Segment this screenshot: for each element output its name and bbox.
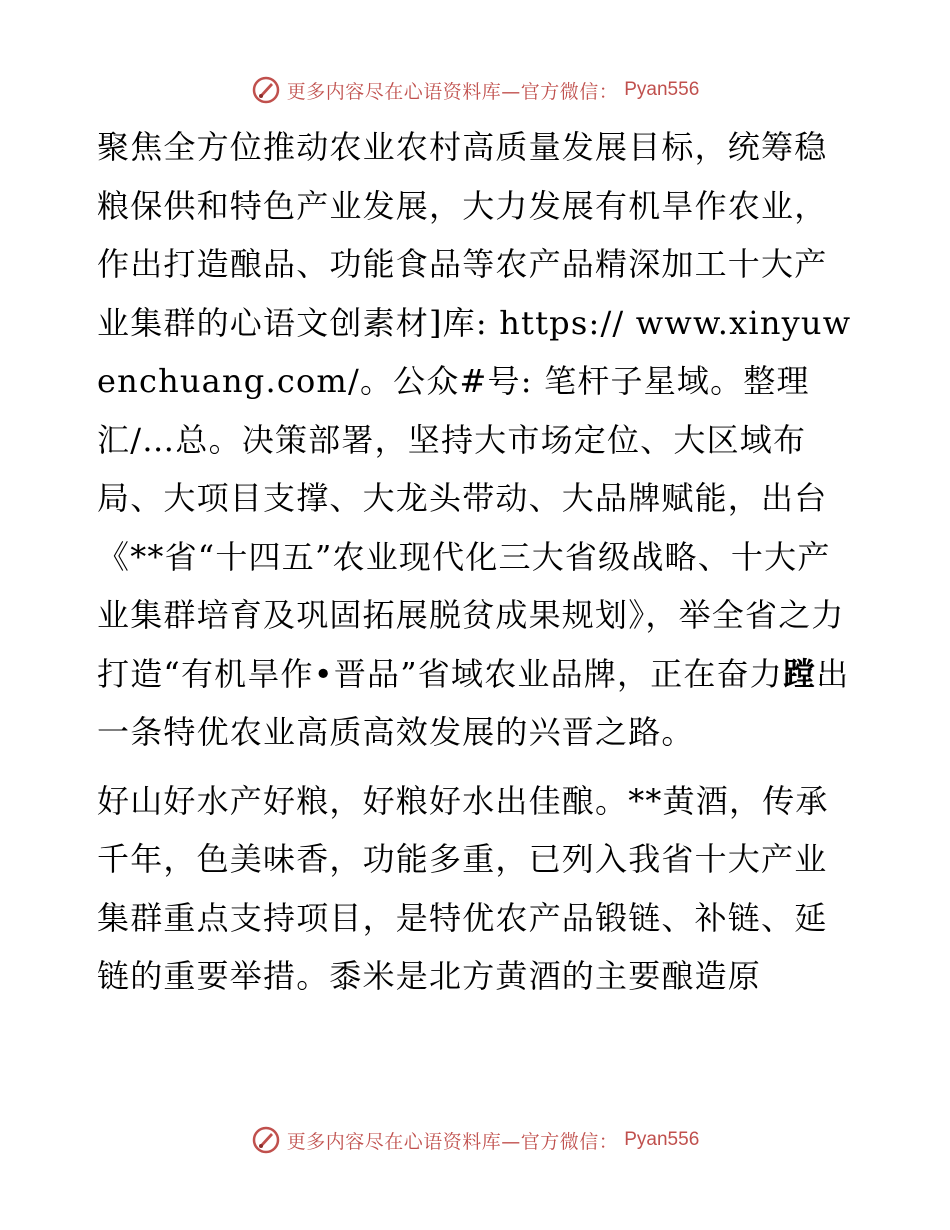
paragraph-1 bbox=[97, 118, 857, 762]
paragraph-1-text-b: 出一条特优农业高质高效发展的兴晋之路。 bbox=[97, 654, 850, 751]
watermark-text: 更多内容尽在心语资料库—官方微信： bbox=[286, 1130, 619, 1153]
brand-logo-icon bbox=[251, 1125, 281, 1155]
paragraph-1-text-a: 聚焦全方位推动农业农村高质量发展目标，统筹稳粮保供和特色产业发展，大力发展有机旱作农业，作出打造酿品、功能食品等农产品精深加工十大产业集群的心语文创素材]库: https:// www.xinyuwenchuang.com/。公众#号: 笔杆子星域。整理汇/…总。决策部署，坚持大市场定位、大区域布局、大项目支撑、大龙头带动、大品牌赋能，出台《**省“十四五”农业现代化三大省级战略、十大产业集群培育及巩固拓展脱贫成果规划》，举全省之力打造“有机旱作•晋品”省域农业品牌，正在奋力 bbox=[97, 128, 852, 693]
paragraph-1-bold-char: 蹚 bbox=[783, 654, 817, 693]
watermark-footer bbox=[0, 1120, 950, 1160]
document-body bbox=[97, 118, 857, 1006]
watermark-handle: Pyan556 bbox=[624, 79, 700, 100]
watermark-header bbox=[0, 70, 950, 110]
watermark-handle: Pyan556 bbox=[624, 1129, 700, 1150]
brand-logo-icon bbox=[251, 75, 281, 105]
paragraph-2: 好山好水产好粮，好粮好水出佳酿。**黄酒，传承千年，色美味香，功能多重，已列入我省十大产业集群重点支持项目，是特优农产品锻链、补链、延链的重要举措。黍米是北方黄酒的主要酿造原 bbox=[97, 781, 829, 995]
watermark-text: 更多内容尽在心语资料库—官方微信： bbox=[286, 80, 619, 103]
